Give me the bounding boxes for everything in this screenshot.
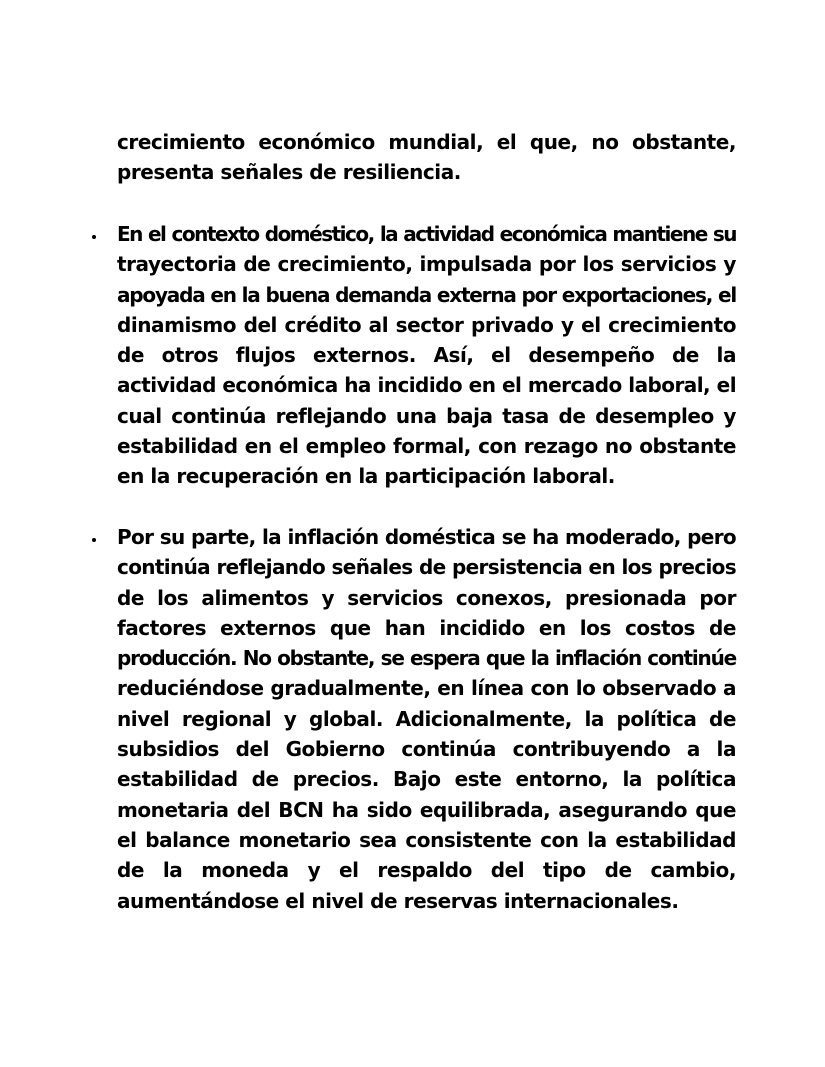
bullet-item-inflation bbox=[117, 522, 736, 916]
bullet-dot-icon bbox=[90, 219, 100, 249]
text-line: estabilidad en el empleo formal, con rezago no obstante bbox=[117, 434, 736, 459]
text-line: estabilidad de precios. Bajo este entorno, la política bbox=[117, 767, 736, 792]
text-line: el balance monetario sea consistente con la estabilidad bbox=[117, 827, 736, 852]
text-line: factores externos que han incidido en los costos de bbox=[117, 615, 736, 640]
text-line: de la moneda y el respaldo del tipo de cambio, bbox=[117, 858, 736, 883]
text-line: subsidios del Gobierno continúa contribuyendo a la bbox=[117, 737, 736, 762]
text-line: crecimiento económico mundial, el que, no obstante, bbox=[117, 130, 736, 154]
text-line: nivel regional y global. Adicionalmente, la política de bbox=[117, 706, 736, 731]
text-line: monetaria del BCN ha sido equilibrada, asegurando que bbox=[117, 797, 736, 822]
bullet-item-domestic-activity bbox=[117, 219, 736, 492]
text-line: En el contexto doméstico, la actividad económica mantiene su bbox=[117, 222, 736, 246]
intro-paragraph bbox=[117, 127, 736, 188]
text-line: en la recuperación en la participación laboral. bbox=[117, 464, 615, 489]
text-line: de los alimentos y servicios conexos, presionada por bbox=[117, 585, 736, 610]
text-line: Por su parte, la inflación doméstica se ha moderado, pero bbox=[117, 525, 736, 549]
bullet-dot-icon bbox=[90, 522, 100, 552]
text-line: presenta señales de resiliencia. bbox=[117, 160, 461, 185]
text-line: reduciéndose gradualmente, en línea con lo observado a bbox=[117, 676, 736, 701]
text-line: de otros flujos externos. Así, el desempeño de la bbox=[117, 343, 736, 368]
text-line: continúa reflejando señales de persistencia en los precios bbox=[117, 555, 736, 580]
text-line: trayectoria de crecimiento, impulsada por los servicios y bbox=[117, 252, 736, 277]
text-line: actividad económica ha incidido en el mercado laboral, el bbox=[117, 373, 736, 398]
text-line: producción. No obstante, se espera que la inflación continúe bbox=[117, 646, 736, 671]
text-line: apoyada en la buena demanda externa por exportaciones, el bbox=[117, 282, 736, 307]
text-line: dinamismo del crédito al sector privado y el crecimiento bbox=[117, 312, 736, 337]
text-line: cual continúa reflejando una baja tasa de desempleo y bbox=[117, 403, 736, 428]
text-line: aumentándose el nivel de reservas internacionales. bbox=[117, 888, 679, 913]
